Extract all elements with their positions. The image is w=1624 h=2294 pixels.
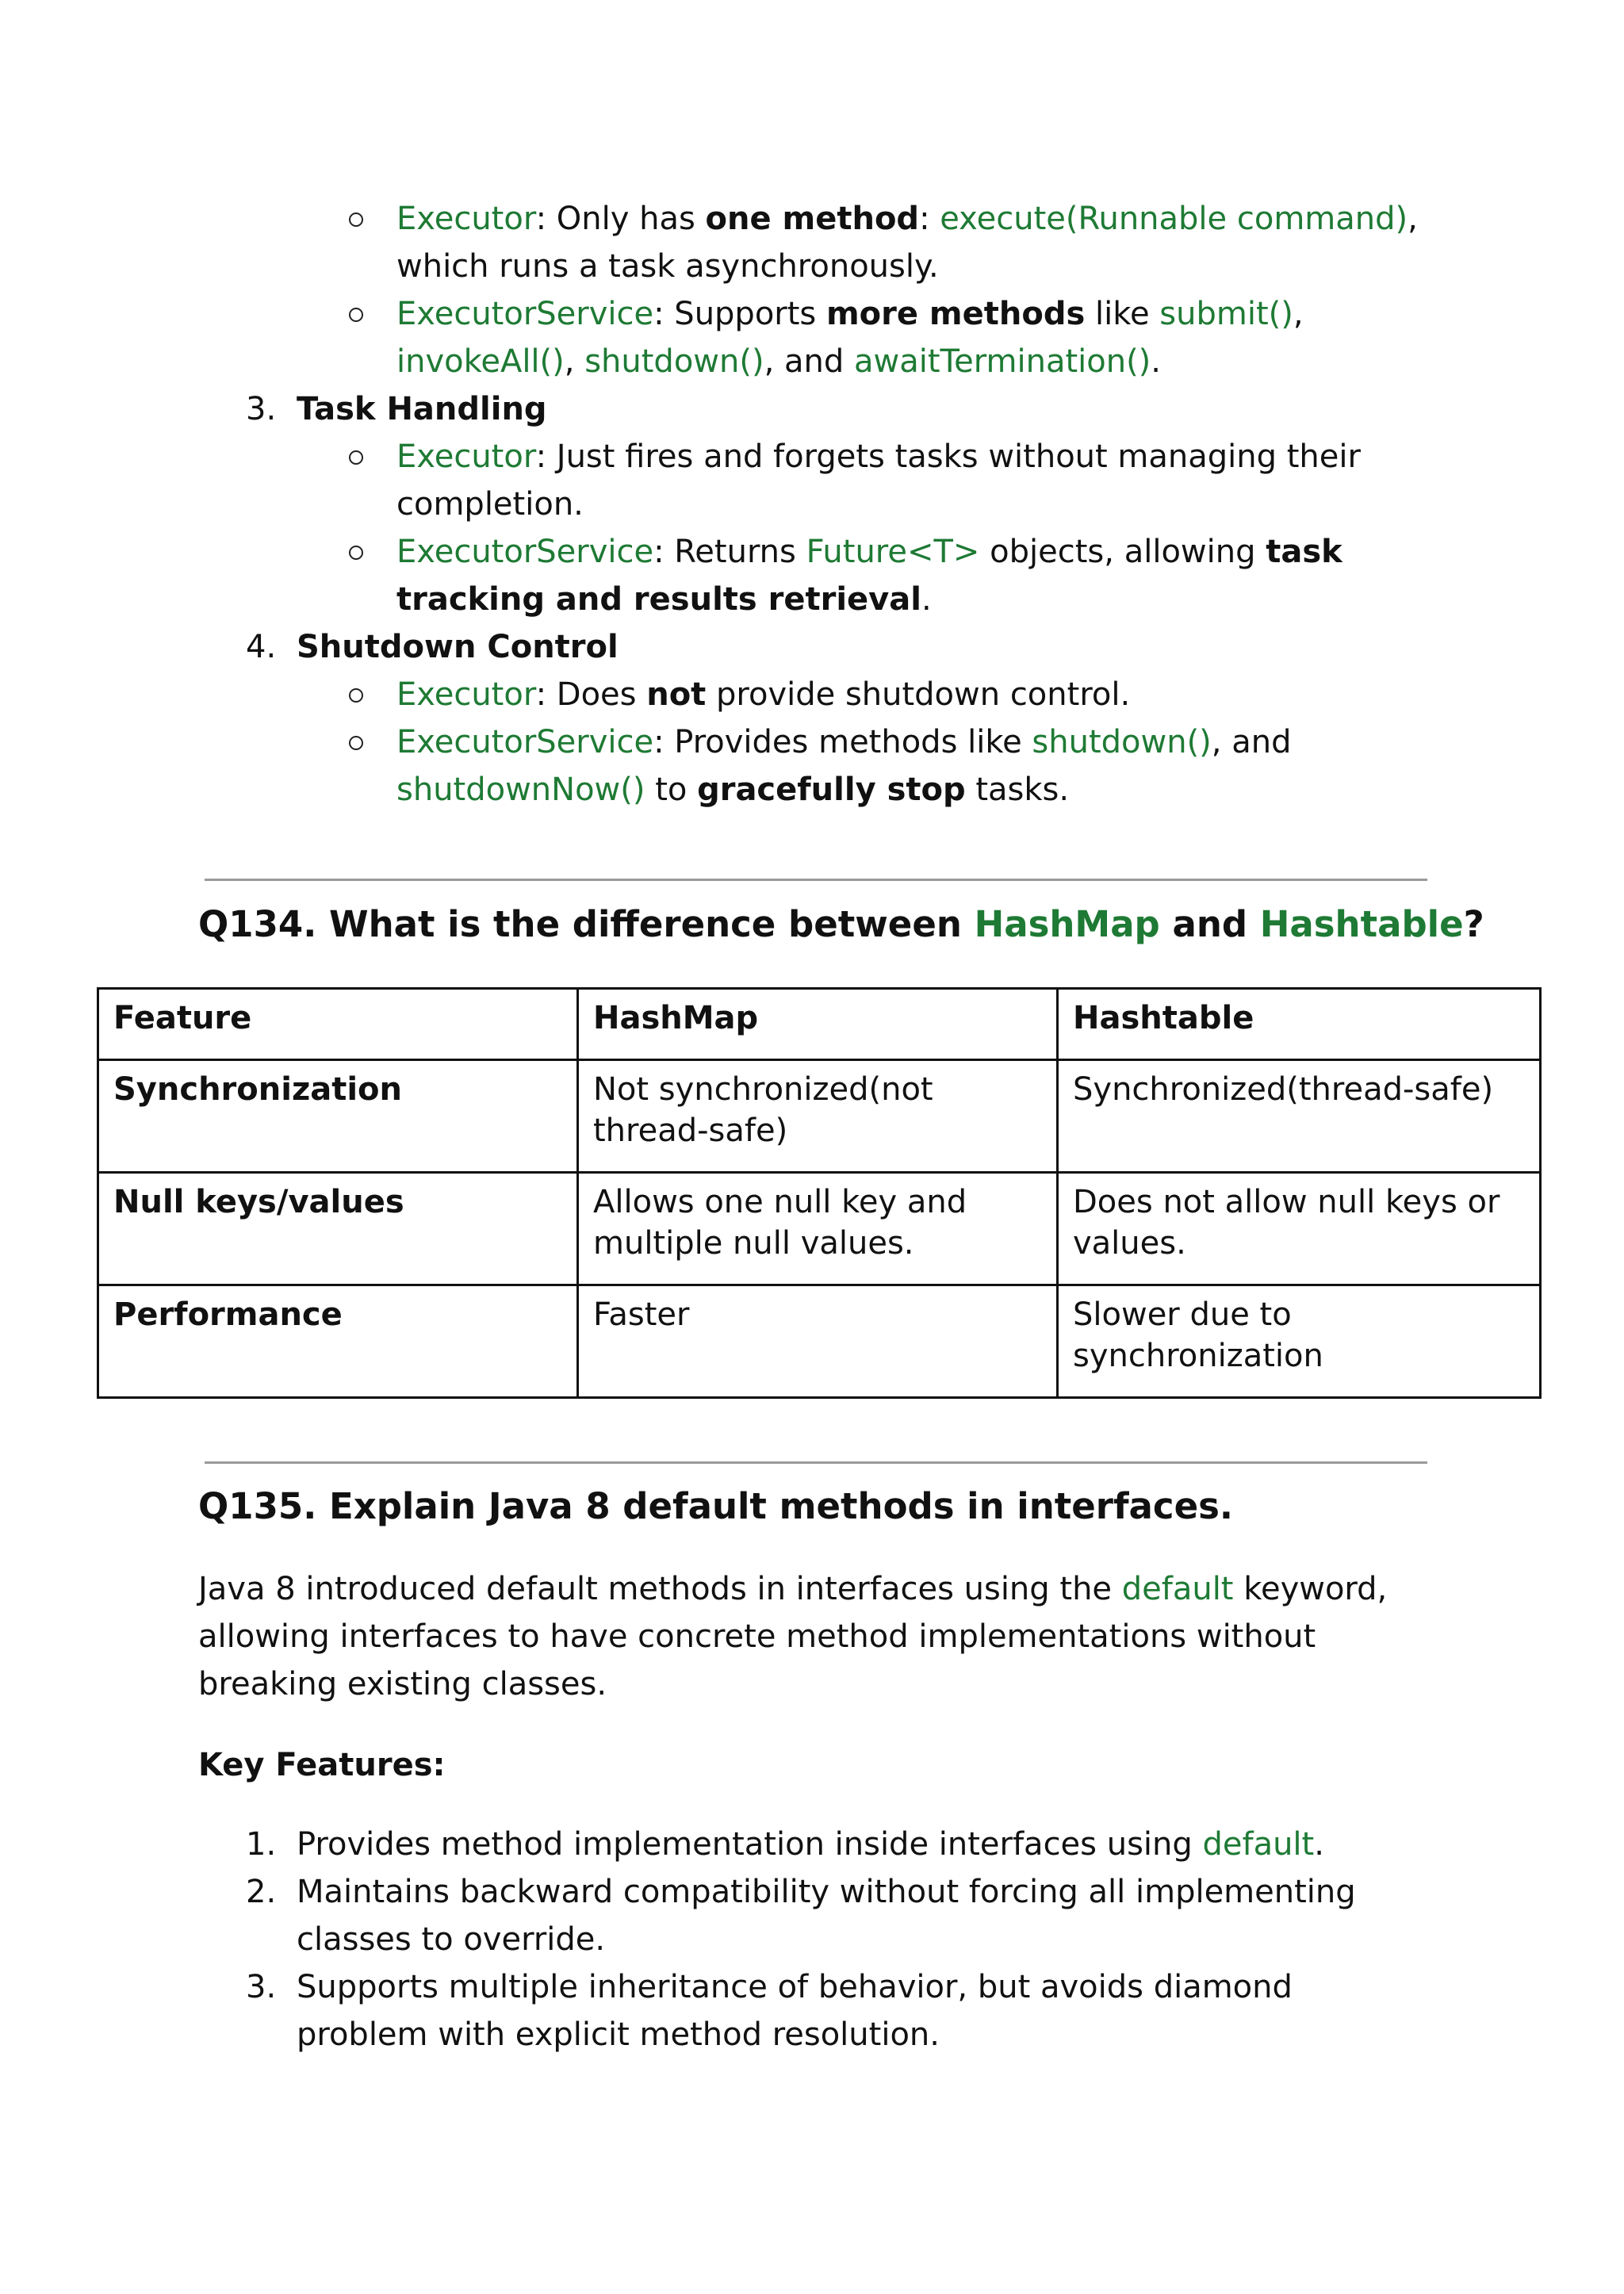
table-row bbox=[98, 1173, 1541, 1285]
list-item-text: tracking and results retrieval. bbox=[396, 581, 932, 618]
list-number: 4. bbox=[246, 629, 277, 665]
horizontal-rule bbox=[205, 1461, 1427, 1464]
table-cell: Slower due to synchronization bbox=[1058, 1285, 1541, 1398]
key-features-label: Key Features: bbox=[198, 1747, 446, 1783]
list-item-feature: Maintains backward compatibility without forcing all implementing bbox=[297, 1874, 1356, 1910]
list-number: 1. bbox=[246, 1826, 277, 1863]
table-cell: Allows one null key and multiple null values. bbox=[578, 1173, 1058, 1285]
bullet-icon bbox=[349, 736, 363, 750]
bullet-icon bbox=[349, 450, 363, 465]
list-item-text: classes to override. bbox=[297, 1921, 606, 1958]
list-item-text: invokeAll(), shutdown(), and awaitTermination(). bbox=[396, 343, 1161, 380]
table-row bbox=[98, 1060, 1541, 1173]
table-cell-feature: Null keys/values bbox=[98, 1173, 578, 1285]
list-item-feature: Supports multiple inheritance of behavior, but avoids diamond bbox=[297, 1969, 1293, 2005]
paragraph-line: Java 8 introduced default methods in interfaces using the default keyword, bbox=[198, 1571, 1388, 1607]
list-number: 3. bbox=[246, 1969, 277, 2005]
table-cell: Faster bbox=[578, 1285, 1058, 1398]
table-header-cell: Hashtable bbox=[1058, 989, 1541, 1060]
list-item-text: problem with explicit method resolution. bbox=[297, 2016, 940, 2053]
list-item-executor-fire-forget: Executor: Just fires and forgets tasks without managing their bbox=[396, 439, 1361, 475]
bullet-icon bbox=[349, 213, 363, 227]
table-header-row bbox=[98, 989, 1541, 1060]
list-item-executorservice-methods: ExecutorService: Supports more methods like submit(), bbox=[396, 296, 1304, 332]
table-cell-feature: Synchronization bbox=[98, 1060, 578, 1173]
list-heading-task-handling: Task Handling bbox=[297, 391, 547, 427]
question-heading-q135: Q135. Explain Java 8 default methods in interfaces. bbox=[198, 1485, 1233, 1527]
table-row bbox=[98, 1285, 1541, 1398]
table-cell: Not synchronized(not thread-safe) bbox=[578, 1060, 1058, 1173]
table-header-cell: Feature bbox=[98, 989, 578, 1060]
list-number: 2. bbox=[246, 1874, 277, 1910]
table-cell: Synchronized(thread-safe) bbox=[1058, 1060, 1541, 1173]
list-heading-shutdown-control: Shutdown Control bbox=[297, 629, 619, 665]
horizontal-rule bbox=[205, 879, 1427, 881]
table-header-cell: HashMap bbox=[578, 989, 1058, 1060]
list-item-executor-no-shutdown: Executor: Does not provide shutdown control. bbox=[396, 676, 1131, 713]
list-item-executorservice-future: ExecutorService: Returns Future<T> objects, allowing task bbox=[396, 534, 1342, 570]
paragraph-line: allowing interfaces to have concrete method implementations without bbox=[198, 1618, 1316, 1655]
bullet-icon bbox=[349, 546, 363, 560]
list-item-text: shutdownNow() to gracefully stop tasks. bbox=[396, 772, 1070, 808]
comparison-table bbox=[97, 987, 1542, 1399]
bullet-icon bbox=[349, 308, 363, 322]
list-item-text: completion. bbox=[396, 486, 584, 523]
list-number: 3. bbox=[246, 391, 277, 427]
list-item-text: which runs a task asynchronously. bbox=[396, 248, 939, 285]
question-heading-q134: Q134. What is the difference between HashMap and Hashtable? bbox=[198, 903, 1484, 945]
bullet-icon bbox=[349, 688, 363, 703]
list-item-executor-methods: Executor: Only has one method: execute(Runnable command), bbox=[396, 201, 1418, 237]
table-cell-feature: Performance bbox=[98, 1285, 578, 1398]
list-item-executorservice-shutdown: ExecutorService: Provides methods like shutdown(), and bbox=[396, 724, 1292, 760]
list-item-feature: Provides method implementation inside interfaces using default. bbox=[297, 1826, 1324, 1863]
paragraph-line: breaking existing classes. bbox=[198, 1666, 607, 1702]
table-cell: Does not allow null keys or values. bbox=[1058, 1173, 1541, 1285]
